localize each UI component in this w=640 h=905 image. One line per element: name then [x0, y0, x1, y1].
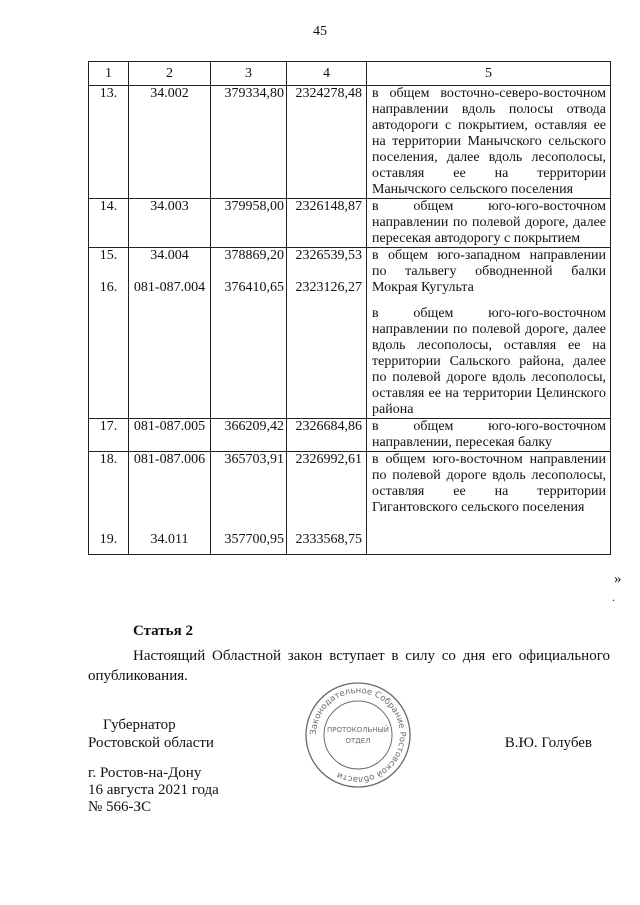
header-col-2: 2	[129, 62, 211, 86]
point-code-pair	[129, 248, 211, 419]
law-number: № 566-ЗС	[88, 799, 152, 815]
coord-y: 2323126,27	[295, 280, 362, 295]
header-col-4: 4	[287, 62, 367, 86]
point-number: 16.	[99, 280, 118, 295]
stamp-ring-text: Законодательное Собрание Ростовской области	[308, 685, 408, 785]
adoption-date: 16 августа 2021 года	[88, 782, 219, 798]
coord-x: 357700,95	[224, 532, 284, 547]
stamp-center-line-2: ОТДЕЛ	[345, 737, 371, 745]
coord-x: 378869,20	[224, 248, 284, 263]
boundary-description: в общем восточно-северо-восточном направлении вдоль полосы отвода автодороги с покрытием, оставляя ее на территории Манычского сельского поселения, далее вдоль лесополосы, оставляя ее на территории Манычского сельского поселения	[367, 86, 611, 199]
header-col-1: 1	[89, 62, 129, 86]
coord-x: 379334,80	[211, 86, 287, 199]
coord-y: 2333568,75	[295, 532, 362, 547]
signatory-name: В.Ю. Голубев	[504, 735, 592, 751]
point-code: 34.004	[150, 248, 189, 263]
point-number: 15.	[99, 248, 118, 263]
coord-x: 365703,91	[224, 452, 284, 467]
protocol-department-stamp	[303, 680, 413, 790]
boundary-description	[372, 532, 606, 554]
coord-y: 2326148,87	[287, 199, 367, 248]
header-col-3: 3	[211, 62, 287, 86]
position-line-2: Ростовской области	[88, 735, 214, 751]
table-row-group	[89, 452, 611, 555]
point-number-pair	[89, 248, 129, 419]
boundary-description-pair	[367, 452, 611, 555]
coord-y-pair	[287, 452, 367, 555]
point-number: 14.	[89, 199, 129, 248]
coord-x-pair	[211, 452, 287, 555]
table-row	[89, 86, 611, 199]
adoption-details	[88, 765, 219, 816]
adoption-city: г. Ростов-на-Дону	[88, 765, 202, 781]
boundary-description: в общем юго-юго-восточном направлении по полевой дороге, далее вдоль лесополосы, оставляя ее на территории Сальского района, далее по полевой дороге вдоль лесополосы, оставляя ее на территории Целинского района	[372, 306, 606, 417]
article-text: Настоящий Областной закон вступает в силу со дня его официального опубликования.	[88, 648, 610, 684]
coord-y-pair	[287, 248, 367, 419]
boundary-description: в общем юго-восточном направлении по полевой дороге вдоль лесополосы, оставляя ее на территории Гигантовского сельского поселения	[372, 452, 606, 515]
boundary-points-table	[88, 61, 611, 555]
position-line-1: Губернатор	[103, 717, 176, 733]
coord-x: 366209,42	[211, 419, 287, 452]
point-number: 13.	[89, 86, 129, 199]
point-code: 081-087.004	[133, 280, 206, 295]
table-row-group	[89, 248, 611, 419]
point-code: 081-087.006	[133, 452, 206, 467]
point-code: 34.003	[129, 199, 211, 248]
coord-y: 2326539,53	[295, 248, 362, 263]
point-code: 34.011	[150, 532, 189, 547]
table-row	[89, 199, 611, 248]
page-number: 45	[313, 24, 327, 39]
point-code: 34.002	[129, 86, 211, 199]
boundary-description: в общем юго-юго-восточном направлении по полевой дороге, далее пересекая автодорогу с покрытием	[367, 199, 611, 248]
point-code-pair	[129, 452, 211, 555]
point-number: 19.	[99, 532, 118, 547]
signatory-position	[88, 716, 288, 752]
header-col-5: 5	[367, 62, 611, 86]
table-row	[89, 419, 611, 452]
boundary-description: в общем юго-западном направлении по тальвегу обводненной балки Мокрая Кугульта	[372, 248, 606, 295]
article-title: Статья 2	[133, 623, 193, 639]
coord-x-pair	[211, 248, 287, 419]
closing-quote: »	[614, 571, 622, 587]
stamp-center-line-1: ПРОТОКОЛЬНЫЙ	[326, 726, 390, 734]
coord-y: 2326684,86	[287, 419, 367, 452]
table-header-row	[89, 62, 611, 86]
boundary-description: в общем юго-юго-восточном направлении, пересекая балку	[367, 419, 611, 452]
boundary-description-pair	[367, 248, 611, 419]
point-number: 17.	[89, 419, 129, 452]
closing-dot: .	[612, 590, 615, 604]
coord-x: 376410,65	[224, 280, 284, 295]
point-number: 18.	[99, 452, 118, 467]
point-code: 081-087.005	[129, 419, 211, 452]
point-number-pair	[89, 452, 129, 555]
coord-y: 2324278,48	[287, 86, 367, 199]
coord-x: 379958,00	[211, 199, 287, 248]
coord-y: 2326992,61	[295, 452, 362, 467]
